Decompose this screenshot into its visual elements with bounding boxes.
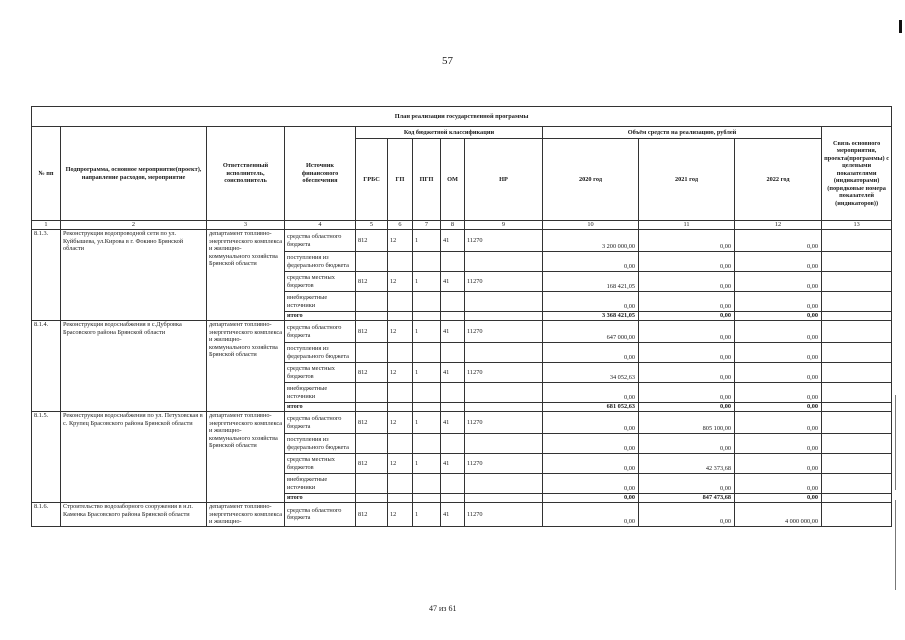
amount-2022: 0,00	[735, 412, 822, 434]
amount-2021: 0,00	[639, 272, 735, 292]
header-program: Подпрограмма, основное мероприятие(проект), направление расходов, мероприятие	[61, 127, 207, 221]
code-pgp	[413, 494, 441, 503]
code-gp	[388, 434, 413, 454]
header-pgp: ПГП	[413, 139, 441, 221]
code-nr	[465, 252, 543, 272]
funding-source: средства областного бюджета	[285, 230, 356, 252]
code-om: 41	[441, 412, 465, 434]
scan-edge-line	[895, 395, 896, 490]
scan-edge-line	[895, 500, 896, 590]
col-index: 10	[543, 221, 639, 230]
code-grbs	[356, 494, 388, 503]
indicator-link	[822, 292, 892, 312]
code-om	[441, 434, 465, 454]
indicator-link	[822, 474, 892, 494]
table-row	[32, 503, 892, 527]
amount-2021: 0,00	[639, 383, 735, 403]
amount-2020: 0,00	[543, 494, 639, 503]
indicator-link	[822, 321, 892, 343]
measure-name: Реконструкция водоснабжения в с.Дубровка Брасовского района Брянской области	[61, 321, 207, 412]
amount-2020: 3 368 421,05	[543, 312, 639, 321]
code-nr: 11270	[465, 230, 543, 252]
amount-2022: 0,00	[735, 363, 822, 383]
code-pgp: 1	[413, 454, 441, 474]
table-title: План реализации государственной программы	[32, 107, 892, 127]
amount-2021: 0,00	[639, 312, 735, 321]
program-plan-table	[31, 106, 892, 527]
code-pgp: 1	[413, 272, 441, 292]
measure-name: Строительство водозаборного сооружения в н.п. Каменка Брасовского района Брянской области	[61, 503, 207, 527]
amount-2022: 0,00	[735, 383, 822, 403]
code-nr	[465, 434, 543, 454]
code-grbs: 812	[356, 412, 388, 434]
code-pgp	[413, 252, 441, 272]
amount-2021: 0,00	[639, 503, 735, 527]
code-nr: 11270	[465, 363, 543, 383]
funding-source: итого	[285, 494, 356, 503]
code-om	[441, 474, 465, 494]
code-grbs: 812	[356, 503, 388, 527]
amount-2021: 847 473,68	[639, 494, 735, 503]
col-index: 2	[61, 221, 207, 230]
amount-2021: 0,00	[639, 403, 735, 412]
amount-2022: 0,00	[735, 403, 822, 412]
col-index: 13	[822, 221, 892, 230]
amount-2021: 0,00	[639, 252, 735, 272]
amount-2020: 0,00	[543, 454, 639, 474]
code-pgp	[413, 403, 441, 412]
amount-2021: 0,00	[639, 434, 735, 454]
code-om	[441, 494, 465, 503]
code-om: 41	[441, 272, 465, 292]
code-om	[441, 252, 465, 272]
funding-source: внебюджетные источники	[285, 292, 356, 312]
funding-source: средства областного бюджета	[285, 321, 356, 343]
code-nr	[465, 494, 543, 503]
col-index: 4	[285, 221, 356, 230]
funding-source: поступления из федерального бюджета	[285, 343, 356, 363]
amount-2022: 0,00	[735, 321, 822, 343]
code-om: 41	[441, 230, 465, 252]
amount-2021: 0,00	[639, 321, 735, 343]
amount-2020: 34 052,63	[543, 363, 639, 383]
header-nr: НР	[465, 139, 543, 221]
header-om: ОМ	[441, 139, 465, 221]
code-gp	[388, 312, 413, 321]
header-source: Источник финансового обеспечения	[285, 127, 356, 221]
col-index: 12	[735, 221, 822, 230]
amount-2020: 0,00	[543, 343, 639, 363]
code-nr: 11270	[465, 454, 543, 474]
amount-2020: 681 052,63	[543, 403, 639, 412]
funding-source: внебюджетные источники	[285, 474, 356, 494]
code-grbs	[356, 403, 388, 412]
code-pgp	[413, 383, 441, 403]
code-gp	[388, 494, 413, 503]
code-pgp	[413, 292, 441, 312]
indicator-link	[822, 454, 892, 474]
code-pgp: 1	[413, 503, 441, 527]
funding-source: внебюджетные источники	[285, 383, 356, 403]
code-pgp: 1	[413, 363, 441, 383]
code-om	[441, 403, 465, 412]
col-index: 6	[388, 221, 413, 230]
header-grbs: ГРБС	[356, 139, 388, 221]
indicator-link	[822, 503, 892, 527]
code-gp	[388, 403, 413, 412]
code-gp	[388, 383, 413, 403]
executor-name: департамент топливно-энергетического комплекса и жилищно-	[207, 503, 285, 527]
header-group-funds: Объём средств на реализацию, рублей	[543, 127, 822, 139]
code-nr: 11270	[465, 412, 543, 434]
row-number: 8.1.6.	[32, 503, 61, 527]
code-pgp	[413, 343, 441, 363]
header-link: Связь основного мероприятия, проекта(программы) с целевыми показателями (индикаторами) (порядковые номера показателей (индикаторов))	[822, 127, 892, 221]
funding-source: средства областного бюджета	[285, 503, 356, 527]
funding-source: средства областного бюджета	[285, 412, 356, 434]
table-body	[32, 230, 892, 527]
row-number: 8.1.3.	[32, 230, 61, 321]
code-grbs: 812	[356, 272, 388, 292]
code-om: 41	[441, 454, 465, 474]
code-grbs: 812	[356, 454, 388, 474]
header-executor: Ответственный исполнитель, соисполнитель	[207, 127, 285, 221]
indicator-link	[822, 412, 892, 434]
code-gp	[388, 292, 413, 312]
indicator-link	[822, 403, 892, 412]
funding-source: поступления из федерального бюджета	[285, 434, 356, 454]
funding-source: средства местных бюджетов	[285, 363, 356, 383]
amount-2020: 0,00	[543, 292, 639, 312]
code-om	[441, 343, 465, 363]
indicator-link	[822, 363, 892, 383]
code-om	[441, 383, 465, 403]
amount-2022: 0,00	[735, 474, 822, 494]
measure-name: Реконструкция водоснабжения по ул. Петуховская в с. Крупец Брасовского района Брянской области	[61, 412, 207, 503]
code-gp: 12	[388, 272, 413, 292]
col-index: 5	[356, 221, 388, 230]
code-gp: 12	[388, 363, 413, 383]
code-grbs: 812	[356, 230, 388, 252]
col-index: 7	[413, 221, 441, 230]
code-gp	[388, 252, 413, 272]
amount-2021: 42 373,68	[639, 454, 735, 474]
amount-2022: 0,00	[735, 272, 822, 292]
code-nr	[465, 474, 543, 494]
amount-2022: 0,00	[735, 494, 822, 503]
code-nr: 11270	[465, 321, 543, 343]
amount-2022: 0,00	[735, 292, 822, 312]
amount-2020: 0,00	[543, 412, 639, 434]
scan-mark	[899, 20, 902, 33]
header-2022: 2022 год	[735, 139, 822, 221]
amount-2022: 0,00	[735, 454, 822, 474]
executor-name: департамент топливно-энергетического комплекса и жилищно-коммунального хозяйства Брянской области	[207, 412, 285, 503]
amount-2021: 0,00	[639, 292, 735, 312]
indicator-link	[822, 230, 892, 252]
amount-2022: 0,00	[735, 312, 822, 321]
code-nr	[465, 383, 543, 403]
code-pgp: 1	[413, 321, 441, 343]
code-gp: 12	[388, 321, 413, 343]
funding-source: средства местных бюджетов	[285, 454, 356, 474]
code-nr	[465, 292, 543, 312]
code-pgp	[413, 434, 441, 454]
col-index: 11	[639, 221, 735, 230]
amount-2020: 0,00	[543, 474, 639, 494]
amount-2022: 0,00	[735, 343, 822, 363]
amount-2022: 0,00	[735, 252, 822, 272]
code-om: 41	[441, 363, 465, 383]
indicator-link	[822, 312, 892, 321]
funding-source: итого	[285, 403, 356, 412]
code-grbs	[356, 343, 388, 363]
code-grbs: 812	[356, 363, 388, 383]
amount-2020: 0,00	[543, 503, 639, 527]
table-row	[32, 230, 892, 252]
amount-2021: 805 100,00	[639, 412, 735, 434]
code-nr: 11270	[465, 503, 543, 527]
amount-2020: 0,00	[543, 252, 639, 272]
indicator-link	[822, 434, 892, 454]
indicator-link	[822, 272, 892, 292]
page-number: 57	[442, 55, 453, 67]
amount-2020: 0,00	[543, 383, 639, 403]
code-gp: 12	[388, 503, 413, 527]
amount-2021: 0,00	[639, 343, 735, 363]
col-index: 3	[207, 221, 285, 230]
code-gp: 12	[388, 454, 413, 474]
funding-source: средства местных бюджетов	[285, 272, 356, 292]
col-index: 1	[32, 221, 61, 230]
amount-2020: 3 200 000,00	[543, 230, 639, 252]
code-pgp	[413, 312, 441, 321]
table-row	[32, 412, 892, 434]
row-number: 8.1.4.	[32, 321, 61, 412]
code-gp	[388, 474, 413, 494]
code-nr	[465, 343, 543, 363]
code-gp: 12	[388, 412, 413, 434]
header-gp: ГП	[388, 139, 413, 221]
amount-2022: 0,00	[735, 434, 822, 454]
amount-2021: 0,00	[639, 363, 735, 383]
header-2021: 2021 год	[639, 139, 735, 221]
amount-2020: 168 421,05	[543, 272, 639, 292]
amount-2022: 0,00	[735, 230, 822, 252]
code-pgp: 1	[413, 230, 441, 252]
funding-source: итого	[285, 312, 356, 321]
code-nr	[465, 312, 543, 321]
code-grbs	[356, 383, 388, 403]
indicator-link	[822, 383, 892, 403]
code-pgp: 1	[413, 412, 441, 434]
code-nr	[465, 403, 543, 412]
amount-2020: 647 000,00	[543, 321, 639, 343]
indicator-link	[822, 343, 892, 363]
code-gp: 12	[388, 230, 413, 252]
code-om: 41	[441, 503, 465, 527]
indicator-link	[822, 494, 892, 503]
amount-2021: 0,00	[639, 474, 735, 494]
measure-name: Реконструкция водопроводной сети по ул. Куйбышева, ул.Кирова в г. Фокино Брянской области	[61, 230, 207, 321]
code-pgp	[413, 474, 441, 494]
header-num: № пп	[32, 127, 61, 221]
code-grbs	[356, 434, 388, 454]
page-footer: 47 из 61	[429, 604, 457, 613]
code-nr: 11270	[465, 272, 543, 292]
code-gp	[388, 343, 413, 363]
code-grbs	[356, 474, 388, 494]
funding-source: поступления из федерального бюджета	[285, 252, 356, 272]
amount-2020: 0,00	[543, 434, 639, 454]
executor-name: департамент топливно-энергетического комплекса и жилищно-коммунального хозяйства Брянской области	[207, 321, 285, 412]
col-index: 9	[465, 221, 543, 230]
table-row	[32, 321, 892, 343]
code-om	[441, 292, 465, 312]
executor-name: департамент топливно-энергетического комплекса и жилищно-коммунального хозяйства Брянской области	[207, 230, 285, 321]
amount-2021: 0,00	[639, 230, 735, 252]
row-number: 8.1.5.	[32, 412, 61, 503]
code-grbs	[356, 292, 388, 312]
header-group-kbk: Код бюджетной классификации	[356, 127, 543, 139]
code-grbs	[356, 312, 388, 321]
code-grbs	[356, 252, 388, 272]
amount-2022: 4 000 000,00	[735, 503, 822, 527]
code-grbs: 812	[356, 321, 388, 343]
header-2020: 2020 год	[543, 139, 639, 221]
code-om: 41	[441, 321, 465, 343]
code-om	[441, 312, 465, 321]
indicator-link	[822, 252, 892, 272]
col-index: 8	[441, 221, 465, 230]
